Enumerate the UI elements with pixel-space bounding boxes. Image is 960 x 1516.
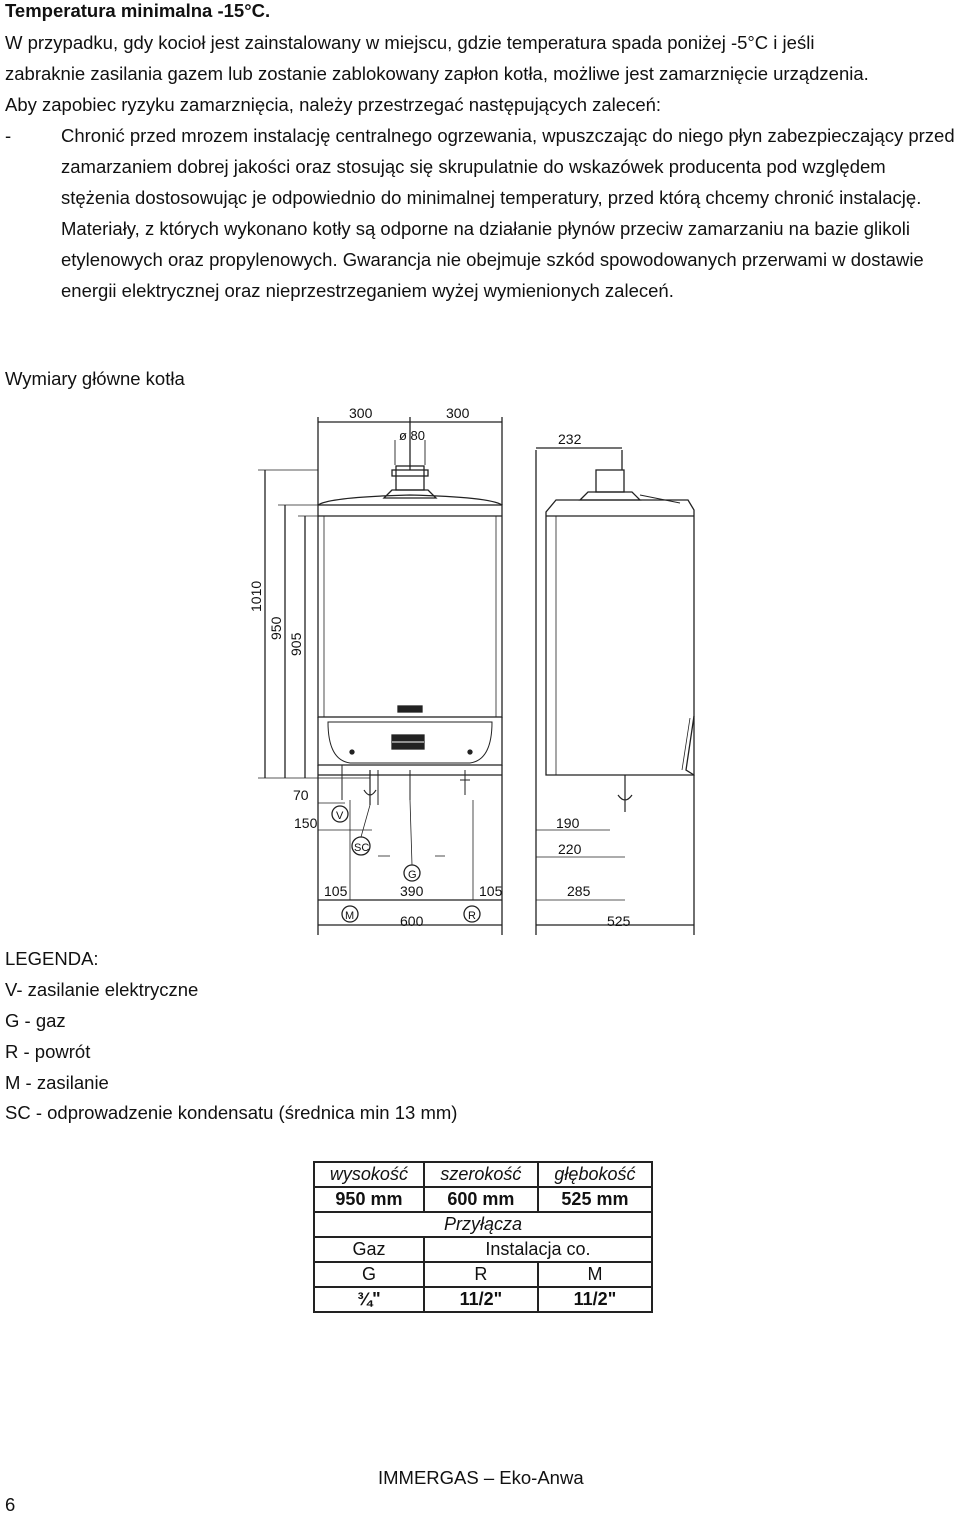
connections-header: Przyłącza	[314, 1212, 652, 1237]
label-m: M	[345, 910, 355, 922]
dim-300-right: 300	[446, 405, 470, 421]
gas-header: Gaz	[314, 1237, 424, 1262]
header-height: wysokość	[314, 1162, 424, 1187]
dim-70: 70	[293, 787, 309, 803]
size-g: ¾"	[314, 1287, 424, 1312]
dim-300-left: 300	[349, 405, 373, 421]
label-g: G	[408, 869, 417, 881]
dimensions-table	[313, 1161, 653, 1313]
legend-item: G - gaz	[5, 1010, 66, 1031]
section-title: Wymiary główne kotła	[5, 368, 185, 389]
side-view	[536, 448, 694, 935]
col-r: R	[424, 1262, 538, 1287]
dim-950: 950	[268, 616, 284, 640]
col-m: M	[538, 1262, 652, 1287]
legend-item: SC - odprowadzenie kondensatu (średnica min 13 mm)	[5, 1102, 458, 1123]
bullet-text: Chronić przed mrozem instalację centralnego ogrzewania, wpuszczając do niego płyn zabezpieczający przed zamarzaniem dobrej jakości oraz stosując się skrupulatnie do wskazówek producenta pod względem stężenia dostosowując je odpowiednio do minimalnej temperatury, przed którą chcemy chronić instalację. Materiały, z których wykonano kotły są odporne na działanie płynów przeciw zamarzaniu na bazie glikoli etylenowych oraz propylenowych. Gwarancja nie obejmuje szkód spowodowanych przerwami w dostawie energii elektrycznej oraz nieprzestrzeganiem wyżej wymienionych zaleceń.	[61, 125, 955, 301]
dim-525: 525	[607, 913, 631, 929]
dim-905: 905	[288, 632, 304, 656]
dim-220: 220	[558, 841, 582, 857]
dim-190: 190	[556, 815, 580, 831]
page-number: 6	[5, 1494, 16, 1515]
installation-header: Instalacja co.	[424, 1237, 652, 1262]
dim-flue-dia: ø 80	[399, 428, 426, 443]
para-line-2: zabraknie zasilania gazem lub zostanie zablokowany zapłon kotła, możliwe jest zamarznięcie urządzenia.	[5, 63, 869, 84]
legend-title: LEGENDA:	[5, 948, 99, 969]
para-line-1: W przypadku, gdy kocioł jest zainstalowany w miejscu, gdzie temperatura spada poniżej -5°C i jeśli	[5, 32, 815, 53]
para-line-3: Aby zapobiec ryzyku zamarznięcia, należy przestrzegać następujących zaleceń:	[5, 94, 662, 115]
dim-390: 390	[400, 883, 424, 899]
dim-105-left: 105	[324, 883, 348, 899]
value-width: 600 mm	[424, 1187, 538, 1212]
front-view	[258, 417, 502, 935]
size-m: 11/2"	[538, 1287, 652, 1312]
dim-232: 232	[558, 431, 582, 447]
dim-600: 600	[400, 913, 424, 929]
heading: Temperatura minimalna -15°C.	[5, 0, 271, 21]
legend-item: R - powrót	[5, 1041, 91, 1062]
dim-150: 150	[294, 815, 318, 831]
header-width: szerokość	[424, 1162, 538, 1187]
label-r: R	[468, 910, 476, 922]
label-v: V	[336, 810, 344, 822]
footer-brand: IMMERGAS – Eko-Anwa	[378, 1467, 584, 1488]
bullet-dash: -	[5, 125, 12, 146]
value-depth: 525 mm	[538, 1187, 652, 1212]
value-height: 950 mm	[314, 1187, 424, 1212]
dim-285: 285	[567, 883, 591, 899]
legend-item: M - zasilanie	[5, 1072, 109, 1093]
dim-105-right: 105	[479, 883, 503, 899]
size-r: 11/2"	[424, 1287, 538, 1312]
header-depth: głębokość	[538, 1162, 652, 1187]
label-sc: SC	[354, 842, 370, 854]
col-g: G	[314, 1262, 424, 1287]
dim-1010: 1010	[248, 580, 264, 612]
legend-item: V- zasilanie elektryczne	[5, 979, 199, 1000]
